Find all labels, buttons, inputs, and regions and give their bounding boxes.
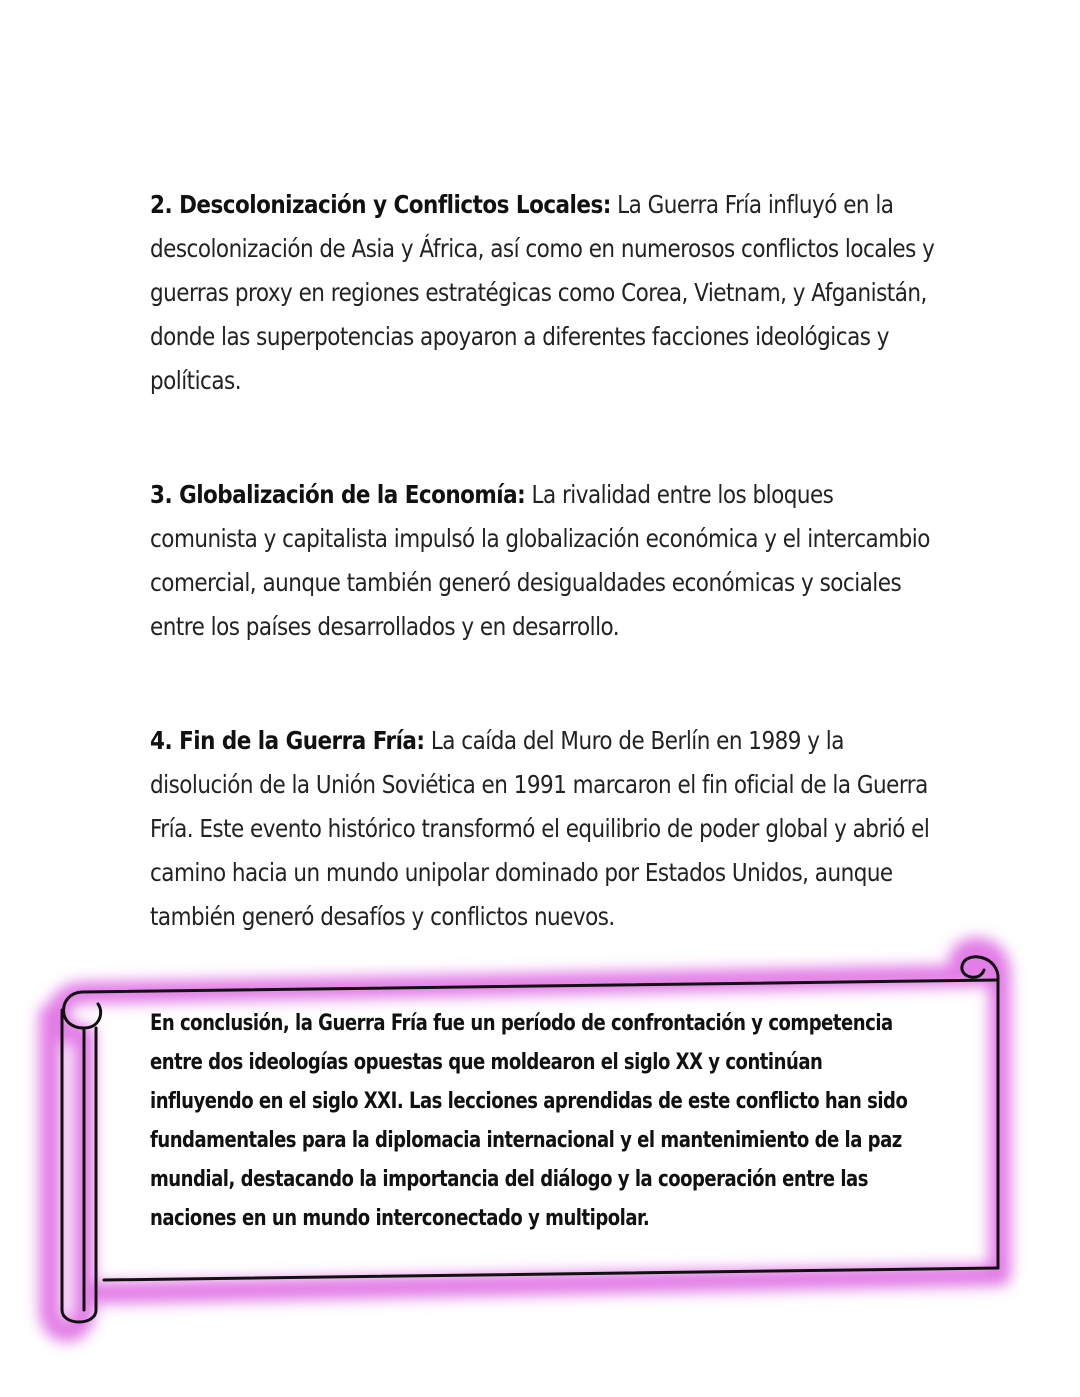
section-heading: 4. Fin de la Guerra Fría: — [150, 726, 425, 755]
section-heading: 2. Descolonización y Conflictos Locales: — [150, 190, 611, 219]
section-fin-guerra-fria — [150, 719, 939, 939]
section-descolonizacion — [150, 183, 939, 403]
conclusion-text: En conclusión, la Guerra Fría fue un período de confrontación y competencia entre dos ideologías opuestas que moldearon el siglo XX y continúan influyendo en el siglo XXI. Las lecciones aprendidas de este conflicto han sido fundamentales para la diplomacia internacional y el mantenimiento de la paz mundial, destacando la importancia del diálogo y la cooperación entre las naciones en un mundo interconectado y multipolar. — [150, 1011, 908, 1231]
section-body: La Guerra Fría influyó en la descolonización de Asia y África, así como en numerosos conflictos locales y guerras proxy en regiones estratégicas como Corea, Vietnam, y Afganistán, donde las superpotencias apoyaron a diferentes facciones ideológicas y políticas. — [150, 190, 935, 395]
section-heading: 3. Globalización de la Economía: — [150, 480, 526, 509]
section-body: La caída del Muro de Berlín en 1989 y la disolución de la Unión Soviética en 1991 marcaron el fin oficial de la Guerra Fría. Este evento histórico transformó el equilibrio de poder global y abrió el camino hacia un mundo unipolar dominado por Estados Unidos, aunque también generó desafíos y conflictos nuevos. — [150, 726, 930, 931]
section-globalizacion — [150, 473, 939, 649]
section-body: La rivalidad entre los bloques comunista y capitalista impulsó la globalización económica y el intercambio comercial, aunque también generó desigualdades económicas y sociales entre los países desarrollados y en desarrollo. — [150, 480, 930, 641]
